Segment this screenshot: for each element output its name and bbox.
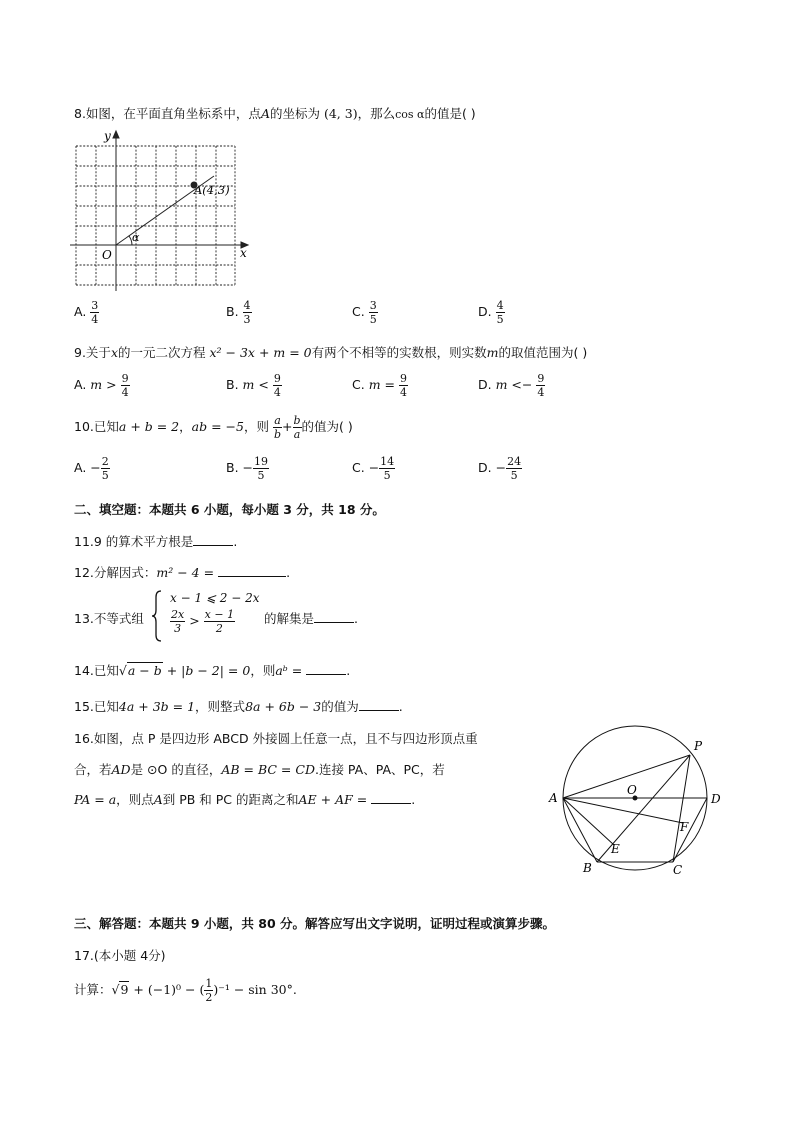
q8-option-d[interactable]: D. $\frac{4}{5}$	[478, 299, 504, 326]
q16-label-A: A	[549, 791, 558, 805]
q13-brace-icon	[151, 590, 163, 642]
q8-coordinate-figure	[70, 128, 260, 293]
q16-answer-blank[interactable]	[371, 791, 411, 804]
q13-suffix: 的解集是 .	[264, 611, 358, 626]
q16-label-D: D	[711, 792, 721, 806]
q10-stem: 10.已知a + b = 2，ab = −5，则 $\frac{a}{b}$ + $\frac{b}{a}$ 的值为( )	[74, 414, 353, 441]
q13-line1: x − 1 ⩽ 2 − 2x	[170, 591, 260, 605]
q9-stem: 9.关于x的一元二次方程 x² − 3x + m = 0有两个不相等的实数根，则实数m的取值范围为( )	[74, 345, 588, 360]
q16-label-F: F	[680, 820, 689, 834]
q15: 15.已知4a + 3b = 1，则整式8a + 6b − 3的值为 .	[74, 699, 403, 714]
q8-origin-label: O	[102, 248, 112, 262]
q8-angle-label: α	[132, 231, 140, 244]
q16-label-C: C	[673, 863, 683, 877]
q8-stem: 8.如图，在平面直角坐标系中，点A的坐标为 (4, 3)，那么cos α的值是( )	[74, 106, 476, 121]
q17-header: 17.(本小题 4分)	[74, 948, 166, 963]
q11: 11.9 的算术平方根是 .	[74, 534, 238, 549]
q16-label-E: E	[611, 842, 620, 856]
section2-title: 二、填空题：本题共 6 小题，每小题 3 分，共 18 分。	[74, 502, 385, 517]
q10-option-a[interactable]: A. − $\frac{2}{5}$	[74, 455, 109, 482]
q10-option-d[interactable]: D. − $\frac{24}{5}$	[478, 455, 522, 482]
q8-option-b[interactable]: B. $\frac{4}{3}$	[226, 299, 251, 326]
q8-y-arrow-icon	[113, 131, 119, 138]
q16-segment-AE	[563, 798, 614, 845]
q8-option-c[interactable]: C. $\frac{3}{5}$	[352, 299, 377, 326]
q11-answer-blank[interactable]	[193, 533, 233, 546]
q14: 14.已知√a − b + |b − 2| = 0，则aᵇ = .	[74, 663, 351, 678]
q9-option-b[interactable]: B. m < $\frac{9}{4}$	[226, 372, 281, 399]
q16-label-P: P	[694, 739, 703, 753]
q12: 12.分解因式：m² − 4 = .	[74, 565, 291, 580]
q16-label-B: B	[583, 861, 592, 875]
q16-line3: PA = a，则点A到 PB 和 PC 的距离之和AE + AF = .	[74, 792, 416, 807]
q13-prefix: 13.不等式组	[74, 611, 144, 626]
q13-line2: $\frac{2x}{3}$ > $\frac{x - 1}{2}$	[171, 608, 235, 635]
q10-option-b[interactable]: B. − $\frac{19}{5}$	[226, 455, 269, 482]
q16-segment-AF	[563, 798, 683, 823]
q16-line2: 合，若AD是 ⊙O 的直径，AB = BC = CD.连接 PA、PA、PC，若	[74, 762, 445, 777]
q16-circle-figure	[545, 722, 735, 882]
q16-label-O: O	[627, 783, 637, 797]
q8-grid	[76, 146, 235, 285]
q14-answer-blank[interactable]	[306, 662, 346, 675]
q12-answer-blank[interactable]	[218, 564, 286, 577]
q8-x-label: x	[240, 246, 247, 260]
q16-segment-AB	[563, 798, 597, 862]
q9-option-c[interactable]: C. m = $\frac{9}{4}$	[352, 372, 407, 399]
q16-line1: 16.如图，点 P 是四边形 ABCD 外接圆上任意一点，且不与四边形顶点重	[74, 731, 478, 746]
q9-option-a[interactable]: A. m > $\frac{9}{4}$	[74, 372, 129, 399]
q8-option-a[interactable]: A. $\frac{3}{4}$	[74, 299, 99, 326]
q17-expression: 计算：√9 + (−1)⁰ − ( $\frac{1}{2}$ )⁻¹ − sin 30°.	[74, 977, 297, 1004]
q9-option-d[interactable]: D. m <− $\frac{9}{4}$	[478, 372, 545, 399]
q10-option-c[interactable]: C. − $\frac{14}{5}$	[352, 455, 395, 482]
q8-y-label: y	[104, 129, 111, 143]
section3-title: 三、解答题：本题共 9 小题，共 80 分。解答应写出文字说明，证明过程或演算步骤。	[74, 916, 556, 931]
q15-answer-blank[interactable]	[359, 698, 399, 711]
q8-point-label: A(4,3)	[194, 183, 230, 197]
q13-answer-blank[interactable]	[314, 610, 354, 623]
